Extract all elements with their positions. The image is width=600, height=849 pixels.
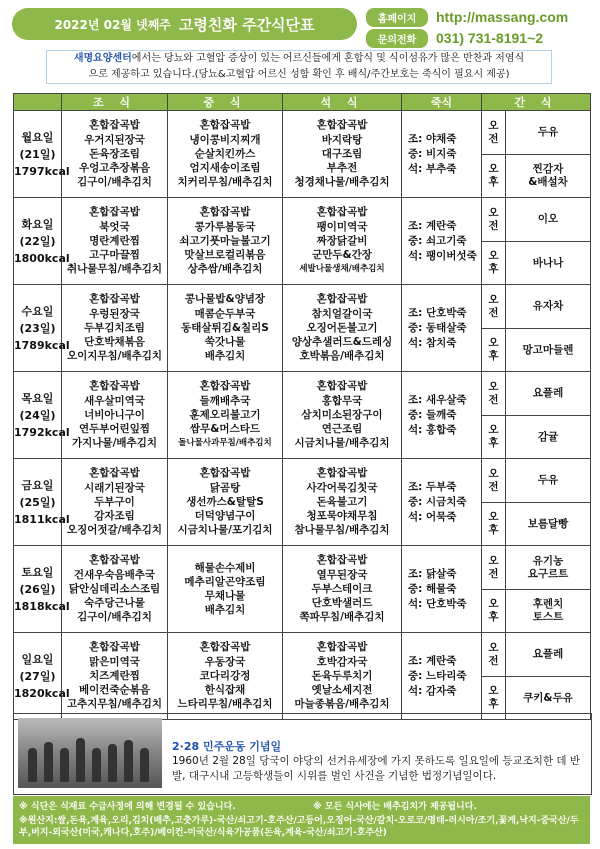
dinner-item: 바지락탕 [321, 133, 363, 146]
origin-info: ※원산지:쌀,돈육,계육,오리,김치(배추,고춧가루)-국산/쇠고기-호주산/고등어,오징어-국산/갈치-오로코/명태-러시아/조기,꽃게,낙지-중국산/두부,버지-외국산(미국,캐나다,호주)/베이컨-미국산/식육가공품(돈육,계육-국산/쇠고기-호주산) [19, 816, 579, 838]
snack-pm: 망고마들렌 [506, 329, 591, 372]
porridge-item: 석: 팽이버섯죽 [408, 249, 477, 262]
lunch-item: 매콤순두부국 [194, 307, 256, 320]
weekly-menu-table [13, 93, 591, 720]
lunch-item: 콩나물밥&양념장 [184, 293, 266, 306]
day-date: (24일) [19, 408, 56, 422]
breakfast-item: 오이지무침/배추김치 [66, 350, 163, 363]
day-kcal: 1820kcal [14, 686, 70, 700]
breakfast-item: 가지나물/배추김치 [72, 437, 157, 450]
day-date: (22일) [19, 234, 56, 248]
day-name: 목요일 [21, 391, 54, 405]
breakfast-item: 오징어젓갈/배추김치 [66, 524, 163, 537]
dinner-item: 참치얼갈이국 [311, 307, 373, 320]
day-date: (21일) [19, 147, 56, 161]
lunch-cell [168, 633, 283, 720]
history-box [13, 713, 592, 795]
snack-am: 요플레 [506, 372, 591, 416]
porridge-item: 석: 참치죽 [408, 336, 457, 349]
lunch-cell [168, 459, 283, 546]
day-cell [14, 459, 70, 546]
breakfast-item: 혼합잡곡밥 [89, 380, 140, 393]
slot-am: 오 전 [482, 459, 506, 503]
day-cell [14, 372, 70, 459]
homepage-row [366, 8, 568, 26]
dinner-item: 혼합잡곡밥 [316, 293, 368, 306]
lunch-cell [168, 372, 283, 459]
breakfast-cell [62, 111, 168, 198]
day-kcal: 1789kcal [14, 338, 70, 352]
dinner-item: 옛날소세지전 [311, 684, 373, 697]
breakfast-cell [62, 372, 168, 459]
breakfast-item: 단호박채볶음 [84, 336, 145, 349]
lunch-item: 혼합잡곡밥 [199, 119, 251, 132]
breakfast-item: 두부김치조림 [84, 321, 145, 334]
breakfast-item: 새우살미역국 [84, 394, 145, 407]
day-row-top [14, 372, 591, 416]
lunch-item: 쑥갓나물 [204, 336, 246, 349]
breakfast-item: 숙주당근나물 [84, 597, 145, 610]
dinner-item: 오징어돈불고기 [306, 321, 378, 334]
breakfast-cell [62, 459, 168, 546]
breakfast-cell [62, 633, 168, 720]
porridge-cell [402, 546, 482, 633]
dinner-cell [283, 633, 402, 720]
day-row-top [14, 111, 591, 155]
breakfast-item: 혼합잡곡밥 [89, 293, 140, 306]
lunch-item: 한식잡채 [204, 684, 246, 697]
dinner-item: 참나물무침/배추김치 [294, 524, 390, 537]
day-cell [14, 111, 70, 198]
snack-am: 유기농 요구르트 [506, 546, 591, 590]
dinner-item: 혼합잡곡밥 [316, 641, 368, 654]
breakfast-item: 혼합잡곡밥 [89, 119, 140, 132]
week-subtitle: 2022년 02월 넷째주 [54, 17, 171, 32]
snack-pm: 보름달빵 [506, 503, 591, 546]
day-cell [14, 633, 70, 720]
lunch-item: 훈제오리불고기 [189, 408, 261, 421]
day-kcal: 1797kcal [14, 164, 70, 178]
dinner-cell [283, 459, 402, 546]
dinner-item: 혼합잡곡밥 [316, 206, 368, 219]
lunch-item: 우동장국 [204, 655, 246, 668]
slot-am: 오 전 [482, 198, 506, 242]
slot-am: 오 전 [482, 633, 506, 677]
day-kcal: 1792kcal [14, 425, 70, 439]
dinner-item: 시금치나물/배추김치 [294, 437, 390, 450]
day-row-top [14, 285, 591, 329]
protest-photo [18, 718, 162, 788]
day-row-top [14, 459, 591, 503]
lunch-item: 배추김치 [204, 604, 246, 617]
porridge-item: 중: 동태살죽 [408, 321, 467, 334]
lunch-item: 시금치나물/포기김치 [177, 524, 273, 537]
porridge-item: 석: 부추죽 [408, 162, 457, 175]
note-menu-change: ※ 식단은 식재료 수급사정에 의해 변경될 수 있습니다. [19, 802, 236, 812]
dinner-item: 청경채나물/배추김치 [294, 176, 390, 189]
breakfast-item: 고구마끌찜 [89, 249, 140, 262]
lunch-item: 상추쌈/배추김치 [187, 263, 263, 276]
notice-box [46, 50, 552, 84]
breakfast-item: 혼합잡곡밥 [89, 206, 140, 219]
dinner-item: 돈육두루치기 [311, 669, 373, 682]
breakfast-item: 혼합잡곡밥 [89, 641, 140, 654]
breakfast-item: 김구이/배추김치 [77, 611, 152, 624]
lunch-item: 혼합잡곡밥 [199, 206, 251, 219]
lunch-cell [168, 198, 283, 285]
header-day [14, 94, 62, 111]
breakfast-item: 고추지무침/배추김치 [66, 698, 163, 711]
lunch-item: 엄지새송이조림 [189, 162, 261, 175]
slot-pm: 오 후 [482, 677, 506, 720]
notice-line-1: 에서는 당뇨와 고혈압 증상이 있는 어르신들에게 혼합식 및 식이섬유가 많은 반찬과 저염식 [131, 53, 525, 64]
note-kimchi: ※ 모든 식사에는 배추김치가 제공됩니다. [313, 802, 477, 812]
day-name: 일요일 [21, 652, 54, 666]
lunch-item: 배추김치 [204, 350, 246, 363]
center-name: 새명요양센터 [73, 53, 132, 64]
porridge-cell [402, 633, 482, 720]
porridge-item: 중: 쇠고기죽 [408, 234, 467, 247]
day-date: (25일) [19, 495, 56, 509]
day-name: 수요일 [21, 304, 54, 318]
porridge-item: 석: 단호박죽 [408, 597, 467, 610]
day-name: 금요일 [21, 478, 54, 492]
lunch-item: 들깨배추국 [199, 394, 251, 407]
breakfast-item: 치즈계란찜 [89, 669, 140, 682]
dinner-item: 연근조림 [321, 423, 363, 436]
slot-pm: 오 후 [482, 503, 506, 546]
breakfast-item: 김구이/배추김치 [77, 176, 152, 189]
slot-pm: 오 후 [482, 416, 506, 459]
breakfast-item: 혼합잡곡밥 [89, 467, 140, 480]
porridge-item: 조: 두부죽 [408, 480, 457, 493]
porridge-item: 중: 비지죽 [408, 147, 457, 160]
porridge-item: 석: 홍합죽 [408, 423, 457, 436]
breakfast-cell [62, 198, 168, 285]
slot-pm: 오 후 [482, 590, 506, 633]
snack-pm: 찐감자 &배설차 [506, 155, 591, 198]
porridge-cell [402, 285, 482, 372]
lunch-item: 닭곰탕 [209, 481, 241, 494]
dinner-item: 열무된장국 [316, 568, 368, 581]
snack-am: 요플레 [506, 633, 591, 677]
header-lunch: 중 식 [168, 94, 283, 111]
lunch-item: 더덕양념구이 [194, 510, 256, 523]
dinner-item: 혼합잡곡밥 [316, 554, 368, 567]
slot-am: 오 전 [482, 546, 506, 590]
day-row-top [14, 633, 591, 677]
day-cell [14, 198, 70, 285]
porridge-cell [402, 198, 482, 285]
history-title: 2·28 민주운동 기념일 [172, 740, 282, 753]
dinner-item: 청포묵야채무침 [306, 510, 378, 523]
breakfast-cell [62, 546, 168, 633]
slot-am: 오 전 [482, 111, 506, 155]
slot-pm: 오 후 [482, 155, 506, 198]
dinner-item: 두부스테이크 [311, 582, 373, 595]
breakfast-item: 베이컨죽순볶음 [78, 684, 150, 697]
porridge-item: 중: 해물죽 [408, 582, 457, 595]
lunch-item: 해물손수제비 [194, 561, 256, 574]
dinner-item: 짜장닭갈비 [316, 234, 368, 247]
phone-row [366, 29, 543, 47]
title-banner [12, 8, 357, 40]
lunch-item: 쇠고기풋마늘불고기 [179, 234, 271, 247]
lunch-item: 메추리알곤약조림 [184, 575, 266, 588]
dinner-item: 양상추샐러드&드레싱 [291, 336, 393, 349]
dinner-item: 삼치미소된장구이 [301, 408, 383, 421]
porridge-item: 조: 새우살죽 [408, 393, 467, 406]
breakfast-item: 북엇국 [99, 220, 130, 233]
day-kcal: 1811kcal [14, 512, 70, 526]
day-row-top [14, 198, 591, 242]
day-cell [14, 285, 70, 372]
header-snack: 간 식 [482, 94, 591, 111]
porridge-cell [402, 111, 482, 198]
porridge-item: 조: 계란죽 [408, 654, 457, 667]
porridge-item: 석: 어묵죽 [408, 510, 457, 523]
breakfast-item: 우거지된장국 [84, 133, 145, 146]
lunch-item: 무채나물 [204, 590, 246, 602]
day-row-top [14, 546, 591, 590]
breakfast-item: 우엉고추장볶음 [78, 162, 150, 175]
dinner-item: 군만두&간장 [312, 249, 372, 262]
porridge-item: 조: 단호박죽 [408, 306, 467, 319]
homepage-label: 홈페이지 [366, 8, 428, 27]
day-kcal: 1818kcal [14, 599, 70, 613]
table-header [14, 94, 591, 111]
lunch-item: 순살치킨까스 [194, 147, 256, 160]
snack-pm: 쿠키&두유 [506, 677, 591, 720]
dinner-item: 쪽파무침/배추김치 [299, 611, 385, 624]
page-title: 고령친화 주간식단표 [178, 15, 315, 34]
breakfast-item: 닭안심데리소스조림 [68, 582, 161, 595]
notice-line-2: 으로 제공하고 있습니다.(당뇨&고혈압 어르신 성함 확인 후 배식/주간보호는 죽식이 필요시 제공) [88, 69, 510, 80]
header-porridge: 죽식 [402, 94, 482, 111]
breakfast-item: 두부구이 [94, 495, 135, 508]
lunch-item: 콩가루봄동국 [194, 220, 256, 233]
phone-number: 031) 731-8191~2 [436, 30, 544, 46]
snack-pm: 후렌치 토스트 [506, 590, 591, 633]
lunch-item: 맛살브로컬리볶음 [184, 249, 266, 262]
dinner-item: 부추전 [326, 162, 358, 175]
lunch-cell [168, 285, 283, 372]
lunch-item: 느타리무침/배추김치 [177, 698, 273, 711]
lunch-item: 냉이콩비지찌개 [189, 133, 261, 146]
homepage-link[interactable]: http://massang.com [436, 9, 569, 25]
footer-notes [13, 796, 590, 844]
lunch-item: 코다리강정 [199, 669, 251, 682]
dinner-cell [283, 372, 402, 459]
dinner-item: 팽이미역국 [316, 220, 368, 233]
porridge-item: 조: 계란죽 [408, 219, 457, 232]
breakfast-item: 시래기된장국 [84, 481, 145, 494]
dinner-item: 혼합잡곡밥 [316, 467, 368, 480]
breakfast-item: 돈육장조림 [89, 147, 140, 160]
snack-pm: 감귤 [506, 416, 591, 459]
day-name: 화요일 [21, 217, 54, 231]
header-breakfast: 조 식 [62, 94, 168, 111]
breakfast-item: 건새우숙음배추국 [73, 568, 156, 581]
snack-pm: 바나나 [506, 242, 591, 285]
lunch-item: 혼합잡곡밥 [199, 467, 251, 480]
breakfast-cell [62, 285, 168, 372]
day-kcal: 1800kcal [14, 251, 70, 265]
day-date: (26일) [19, 582, 56, 596]
porridge-cell [402, 459, 482, 546]
day-date: (23일) [19, 321, 56, 335]
dinner-item: 단호박샐러드 [311, 597, 373, 610]
breakfast-item: 너비아니구이 [84, 408, 145, 421]
breakfast-item: 맑은미역국 [89, 655, 140, 668]
porridge-cell [402, 372, 482, 459]
dinner-item: 홍합무국 [321, 394, 363, 407]
porridge-item: 조: 야채죽 [408, 132, 457, 145]
header-dinner: 석 식 [283, 94, 402, 111]
dinner-item: 호박볶음/배추김치 [299, 350, 385, 363]
dinner-item: 혼합잡곡밥 [316, 380, 368, 393]
breakfast-item: 연두부어린잎찜 [78, 423, 150, 436]
porridge-item: 중: 들깨죽 [408, 408, 457, 421]
porridge-item: 중: 시금치죽 [408, 495, 467, 508]
breakfast-item: 우렁된장국 [89, 307, 140, 320]
lunch-cell [168, 111, 283, 198]
dinner-cell [283, 285, 402, 372]
breakfast-item: 취나물무침/배추김치 [66, 263, 163, 276]
dinner-item: 혼합잡곡밥 [316, 119, 368, 132]
snack-am: 두유 [506, 111, 591, 155]
porridge-item: 중: 느타리죽 [408, 669, 467, 682]
day-name: 월요일 [21, 130, 54, 144]
dinner-item: 사각어묵김칫국 [306, 481, 378, 494]
lunch-item: 동태살튀김&칠리S [181, 321, 269, 334]
porridge-item: 조: 닭살죽 [408, 567, 457, 580]
porridge-item: 석: 감자죽 [408, 684, 457, 697]
dinner-item: 돈육불고기 [316, 495, 368, 508]
dinner-item: 대구조림 [321, 147, 363, 160]
slot-pm: 오 후 [482, 242, 506, 285]
breakfast-item: 혼합잡곡밥 [89, 554, 140, 567]
breakfast-item: 감자조림 [94, 510, 135, 523]
lunch-item: 혼합잡곡밥 [199, 380, 251, 393]
dinner-cell [283, 198, 402, 285]
snack-am: 이오 [506, 198, 591, 242]
breakfast-item: 명란계란찜 [89, 234, 140, 247]
day-name: 토요일 [21, 565, 54, 579]
slot-am: 오 전 [482, 285, 506, 329]
phone-label: 문의전화 [366, 29, 428, 48]
lunch-item: 돌나물사과무침/배추김치 [178, 438, 272, 449]
lunch-item: 쌈무&머스타드 [189, 423, 260, 436]
dinner-cell [283, 111, 402, 198]
slot-am: 오 전 [482, 372, 506, 416]
lunch-item: 혼합잡곡밥 [199, 641, 251, 654]
day-cell [14, 546, 70, 633]
lunch-cell [168, 546, 283, 633]
slot-pm: 오 후 [482, 329, 506, 372]
dinner-item: 마늘종볶음/배추김치 [294, 698, 390, 711]
lunch-item: 치커리무침/배추김치 [177, 176, 273, 189]
snack-am: 두유 [506, 459, 591, 503]
lunch-item: 생선까스&탈탈S [186, 495, 264, 508]
dinner-cell [283, 546, 402, 633]
history-text: 1960년 2월 28일 당국이 야당의 선거유세장에 가지 못하도록 일요일에 등교조치한 데 반발, 대구시내 고등학생들이 시위를 벌인 사건을 기념한 법정기념일이다. [172, 755, 581, 782]
dinner-item: 호박감자국 [316, 655, 368, 668]
dinner-item: 세발나물생채/배추김치 [299, 264, 385, 275]
snack-am: 유자차 [506, 285, 591, 329]
day-date: (27일) [19, 669, 56, 683]
